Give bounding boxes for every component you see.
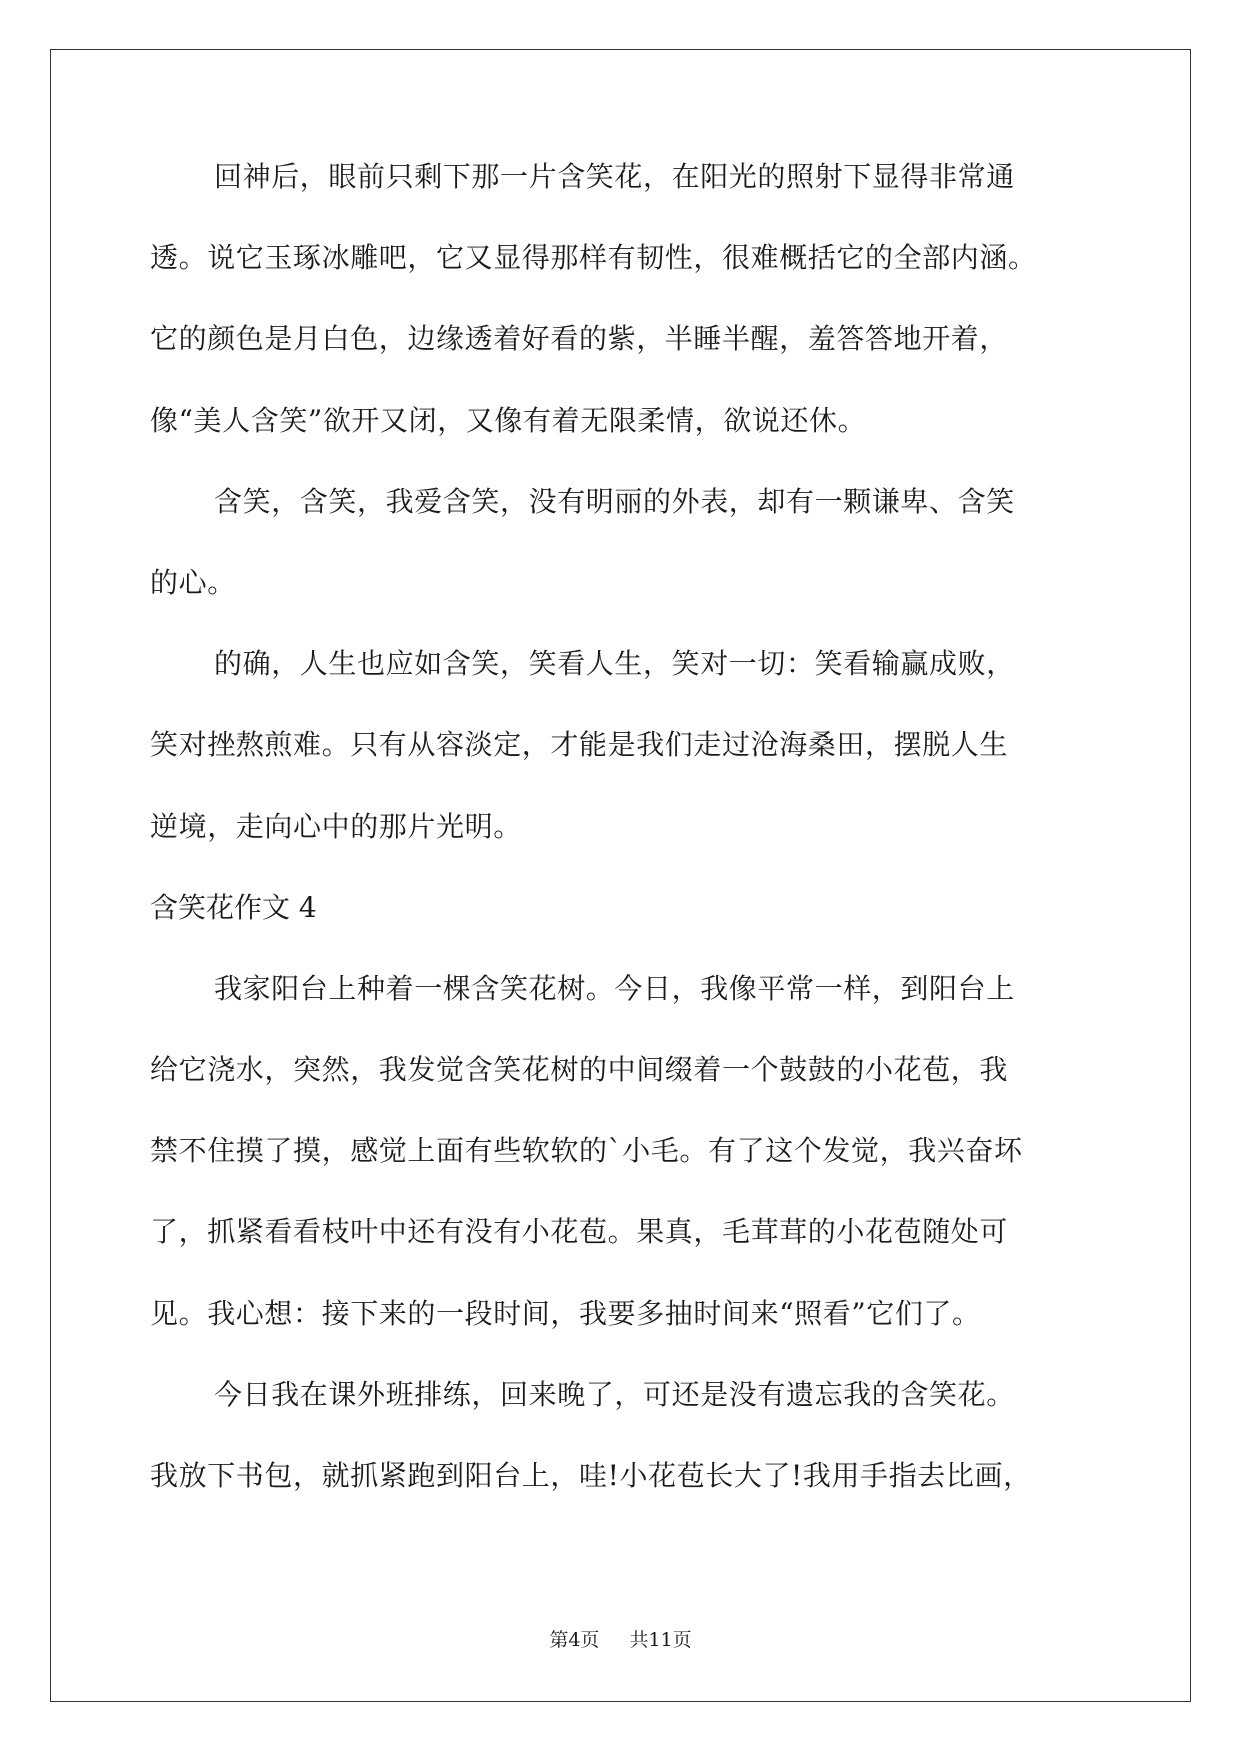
paragraph-line: 见。我心想：接下来的一段时间，我要多抽时间来“照看”它们了。	[150, 1296, 981, 1330]
paragraph-line: 我放下书包，就抓紧跑到阳台上，哇!小花苞长大了!我用手指去比画，	[150, 1459, 1032, 1492]
section-heading: 含笑花作文 4	[150, 890, 317, 924]
page-footer	[0, 1625, 1241, 1652]
paragraph-line: 像“美人含笑”欲开又闭，又像有着无限柔情，欲说还休。	[150, 403, 867, 437]
paragraph-line: 含笑，含笑，我爱含笑，没有明丽的外表，却有一颗谦卑、含笑	[214, 484, 1015, 518]
paragraph-line: 我家阳台上种着一棵含笑花树。今日，我像平常一样，到阳台上	[214, 971, 1015, 1005]
paragraph-line: 笑对挫熬煎难。只有从容淡定，才能是我们走过沧海桑田，摆脱人生	[150, 728, 1009, 762]
paragraph-line: 的心。	[150, 565, 236, 599]
paragraph-line: 今日我在课外班排练，回来晚了，可还是没有遗忘我的含笑花。	[214, 1377, 1015, 1411]
paragraph-line: 给它浇水，突然，我发觉含笑花树的中间缀着一个鼓鼓的小花苞，我	[150, 1053, 1009, 1087]
paragraph-line: 禁不住摸了摸，感觉上面有些软软的`小毛。有了这个发觉，我兴奋坏	[150, 1134, 1023, 1168]
paragraph-line: 逆境，走向心中的那片光明。	[150, 809, 522, 843]
page-total: 共11页	[629, 1629, 692, 1651]
paragraph-line: 它的颜色是月白色，边缘透着好看的紫，半睡半醒，羞答答地开着，	[150, 322, 1009, 356]
page-number: 第4页	[549, 1629, 600, 1651]
paragraph-line: 透。说它玉琢冰雕吧，它又显得那样有韧性，很难概括它的全部内涵。	[150, 241, 1037, 275]
paragraph-line: 回神后，眼前只剩下那一片含笑花，在阳光的照射下显得非常通	[214, 160, 1015, 193]
paragraph-line: 的确，人生也应如含笑，笑看人生，笑对一切：笑看输赢成败，	[214, 647, 1015, 681]
paragraph-line: 了，抓紧看看枝叶中还有没有小花苞。果真，毛茸茸的小花苞随处可	[150, 1215, 1009, 1249]
document-body	[150, 157, 1090, 1537]
